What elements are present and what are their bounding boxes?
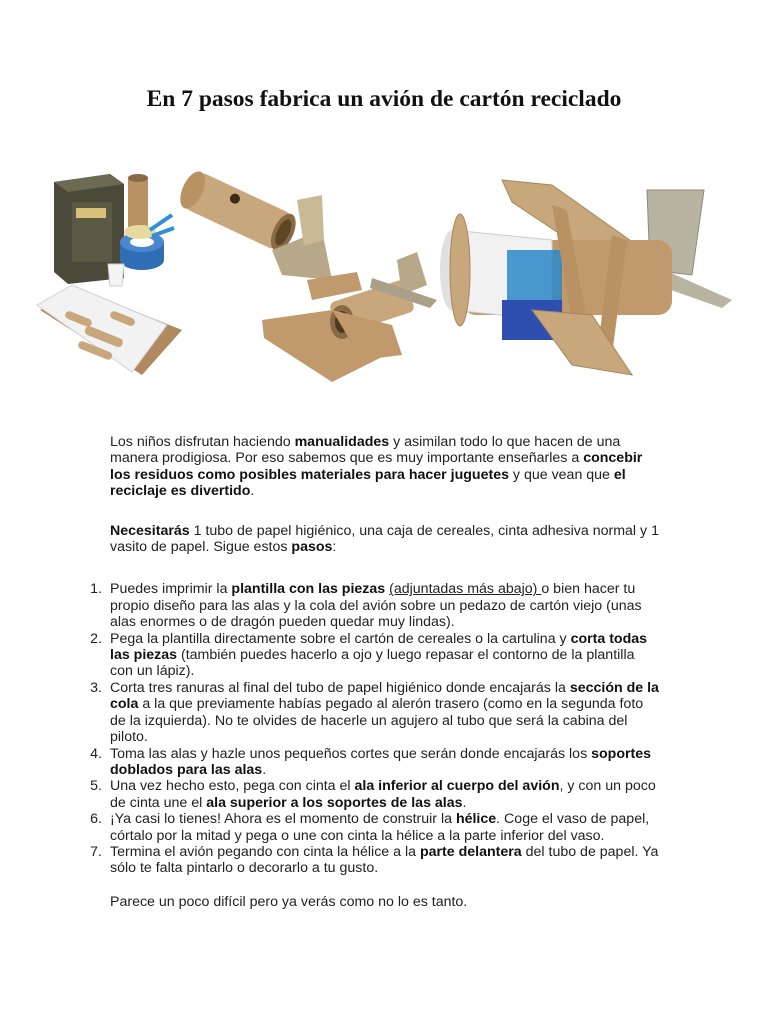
- step-bold: corta todas las piezas: [110, 630, 648, 664]
- step-text: , y con un poco de cinta une el: [110, 778, 656, 811]
- step-text: o bien hacer tu propio diseño para las alas y la cola del avión sobre un pedazo de cartón viejo (unas alas enormes o de dragón pueden quedar muy lindas).: [110, 581, 642, 631]
- step-text: ¡Ya casi lo tienes! Ahora es el momento de construir la: [110, 811, 456, 828]
- step-text: Una vez hecho esto, pega con cinta el: [110, 778, 355, 795]
- step-text: (también puedes hacerlo a ojo y luego repasar el contorno de la plantilla con un lápiz).: [110, 647, 635, 680]
- step-underlined-text: (adjuntadas más abajo): [389, 581, 542, 598]
- intro-text-1: Los niños disfrutan haciendo: [110, 434, 295, 450]
- materials-text-1: 1 tubo de papel higiénico, una caja de cereales, cinta adhesiva normal y 1 vasito de papel. Sigue estos: [110, 522, 659, 556]
- intro-bold-1: manualidades: [294, 434, 390, 450]
- closing-paragraph: Parece un poco difícil pero ya verás como no lo es tanto.: [110, 893, 468, 910]
- step-number: 7.: [90, 843, 102, 860]
- step-text: del tubo de papel. Ya sólo te falta pintarlo o decorarlo a tu gusto.: [110, 843, 659, 877]
- step-bold: soportes doblados para las alas: [110, 745, 652, 778]
- step-bold: sección de la cola: [110, 679, 659, 713]
- intro-paragraph: [110, 434, 660, 500]
- steps-list: [90, 581, 660, 877]
- step-item: [90, 630, 660, 680]
- step-text: Corta tres ranuras al final del tubo de papel higiénico donde encajarás la: [110, 679, 570, 696]
- materials-bold-2: pasos: [291, 539, 333, 556]
- step-text: Toma las alas y hazle unos pequeños cortes que serán donde encajarás los: [110, 745, 592, 762]
- document-body: [90, 434, 660, 910]
- step-bold: hélice: [455, 811, 497, 828]
- step-number: 6.: [90, 811, 102, 828]
- step-bold: ala inferior al cuerpo del avión: [354, 778, 560, 795]
- intro-bold-2: concebir los residuos como posibles materiales para hacer juguetes: [110, 450, 643, 483]
- step-bold: ala superior a los soportes de las alas: [206, 794, 463, 811]
- step-item: [90, 843, 660, 877]
- step-text: . Coge el vaso de papel, córtalo por la mitad y pega o une con cinta la hélice a la parte inferior del vaso.: [110, 811, 650, 844]
- step-text: Termina el avión pegando con cinta la hélice a la: [110, 843, 420, 860]
- document-title: En 7 pasos fabrica un avión de cartón reciclado: [146, 86, 622, 112]
- step-item: [90, 679, 660, 746]
- step-text: Puedes imprimir la: [110, 581, 232, 598]
- step-bold: plantilla con las piezas: [231, 581, 386, 598]
- intro-bold-3: el reciclaje es divertido: [110, 466, 626, 500]
- step-number: 5.: [90, 778, 102, 795]
- step-item: [90, 778, 660, 811]
- step-text: Pega la plantilla directamente sobre el cartón de cereales o la cartulina y: [110, 630, 571, 647]
- step-number: 1.: [90, 581, 102, 598]
- materials-illustration: [37, 174, 182, 375]
- finished-plane-illustration: [440, 180, 732, 375]
- step-item: [90, 745, 660, 779]
- step-number: 2.: [90, 630, 102, 647]
- step-item: [90, 811, 660, 844]
- materials-paragraph: [110, 523, 660, 556]
- intro-text-2: y asimilan todo lo que hacen de una manera prodigiosa. Por eso sabemos que es muy importante enseñarles a: [110, 434, 621, 467]
- step-item: [90, 581, 660, 631]
- intro-text-3: y que vean que: [508, 466, 614, 483]
- step-text: .: [262, 761, 267, 778]
- tube-assembly-illustration: [175, 168, 437, 382]
- step-number: 3.: [90, 679, 102, 696]
- step-text: .: [462, 794, 467, 811]
- step-bold: parte delantera: [419, 843, 522, 860]
- step-number: 4.: [90, 745, 102, 762]
- materials-bold-1: Necesitarás: [110, 522, 190, 539]
- step-text: a la que previamente habías pegado al alerón trasero (como en la segunda foto de la izquierda). No te olvides de hacerle un agujero al tubo que será la cabina del piloto.: [110, 696, 644, 746]
- craft-photo: [32, 160, 744, 390]
- intro-text-4: .: [250, 483, 255, 500]
- materials-text-2: :: [332, 539, 337, 556]
